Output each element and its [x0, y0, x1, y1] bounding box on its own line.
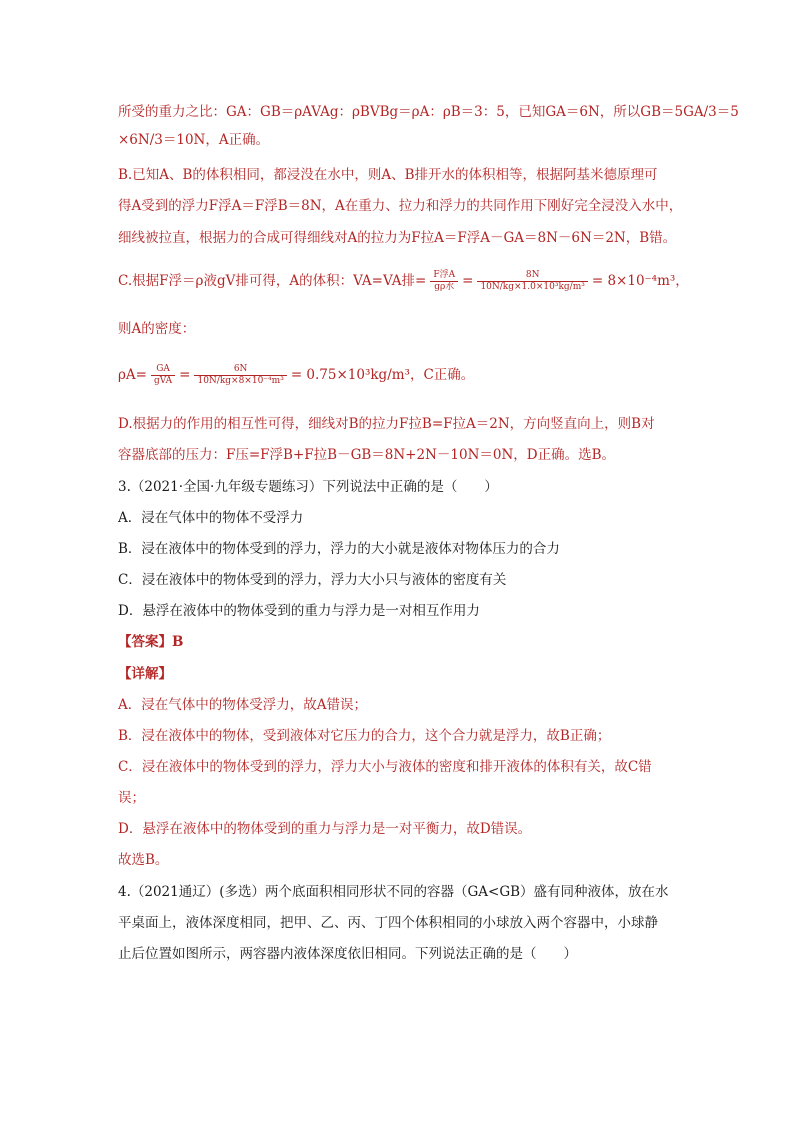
text-line: C．浸在液体中的物体受到的浮力，浮力大小与液体的密度和排开液体的体积有关，故C错 — [118, 759, 652, 775]
text-line: 所受的重力之比：GA：GB＝ρAVAg：ρBVBg＝ρA：ρB＝3：5，已知GA＝6N，所以GB＝5GA/3＝5 — [118, 104, 739, 120]
answer-label: 【答案】B — [118, 634, 184, 650]
fraction — [151, 364, 175, 387]
text-line: 则A的密度： — [118, 321, 196, 337]
fraction-numerator: 8N — [477, 270, 587, 282]
fraction-numerator: GA — [151, 364, 175, 376]
option-a: A．浸在气体中的物体不受浮力 — [118, 510, 304, 526]
question-stem: 4.（2021通辽）(多选）两个底面积相同形状不同的容器（GA<GB）盛有同种液体，放在水 — [118, 884, 669, 900]
formula-text: = 0.75×10³kg/m³，C正确。 — [290, 367, 475, 383]
fraction-denominator: gρ水 — [434, 282, 455, 292]
question-stem: 3.（2021·全国·九年级专题练习）下列说法中正确的是（ ） — [118, 479, 498, 495]
text-line: D.根据力的作用的相互性可得，细线对B的拉力F拉B=F拉A＝2N，方向竖直向上，则B对 — [118, 416, 655, 432]
option-d: D．悬浮在液体中的物体受到的重力与浮力是一对相互作用力 — [118, 603, 480, 619]
text-line: 得A受到的浮力F浮A＝F浮B＝8N，A在重力、拉力和浮力的共同作用下刚好完全浸没入水中， — [118, 198, 683, 214]
formula-text: = 8×10⁻⁴m³， — [591, 273, 689, 289]
option-c: C．浸在液体中的物体受到的浮力，浮力大小只与液体的密度有关 — [118, 572, 507, 588]
text-line: B．浸在液体中的物体，受到液体对它压力的合力，这个合力就是浮力，故B正确； — [118, 728, 611, 744]
formula-line — [118, 270, 689, 293]
fraction-numerator: F浮A — [430, 270, 458, 282]
text-line: B.已知A、B的体积相同，都浸没在水中，则A、B排开水的体积相等，根据阿基米德原理可 — [118, 167, 658, 183]
text-line: 细线被拉直，根据力的合成可得细线对A的拉力为F拉A＝F浮A－GA＝8N－6N＝2N，B错。 — [118, 230, 677, 246]
fraction — [430, 270, 458, 293]
explanation-label: 【详解】 — [118, 666, 172, 682]
equals-sign: = — [179, 367, 191, 383]
question-stem: 止后位置如图所示，两容器内液体深度依旧相同。下列说法正确的是（ ） — [118, 946, 577, 962]
fraction-numerator: 6N — [194, 364, 286, 376]
text-line: A．浸在气体中的物体受浮力，故A错误； — [118, 697, 367, 713]
fraction — [477, 270, 587, 293]
text-line: ×6N/3＝10N，A正确。 — [118, 132, 270, 148]
text-line: 故选B。 — [118, 852, 169, 868]
fraction-denominator: 10N/kg×1.0×10³kg/m³ — [480, 282, 585, 292]
fraction-denominator: 10N/kg×8×10⁻⁴m³ — [197, 376, 284, 386]
text-line: 容器底部的压力：F压=F浮B+F拉B－GB＝8N+2N－10N＝0N，D正确。选B。 — [118, 447, 616, 463]
option-b: B．浸在液体中的物体受到的浮力，浮力的大小就是液体对物体压力的合力 — [118, 541, 560, 557]
formula-text: ρA= — [118, 367, 147, 383]
question-stem: 平桌面上，液体深度相同，把甲、乙、丙、丁四个体积相同的小球放入两个容器中，小球静 — [118, 915, 658, 931]
equals-sign: = — [462, 273, 474, 289]
formula-text: C.根据F浮＝ρ液gV排可得，A的体积：VA=VA排= — [118, 273, 427, 289]
text-line: 误； — [118, 790, 145, 806]
text-line: D．悬浮在液体中的物体受到的重力与浮力是一对平衡力，故D错误。 — [118, 821, 532, 837]
fraction — [194, 364, 286, 387]
formula-line — [118, 364, 474, 387]
fraction-denominator: gVA — [154, 376, 173, 386]
